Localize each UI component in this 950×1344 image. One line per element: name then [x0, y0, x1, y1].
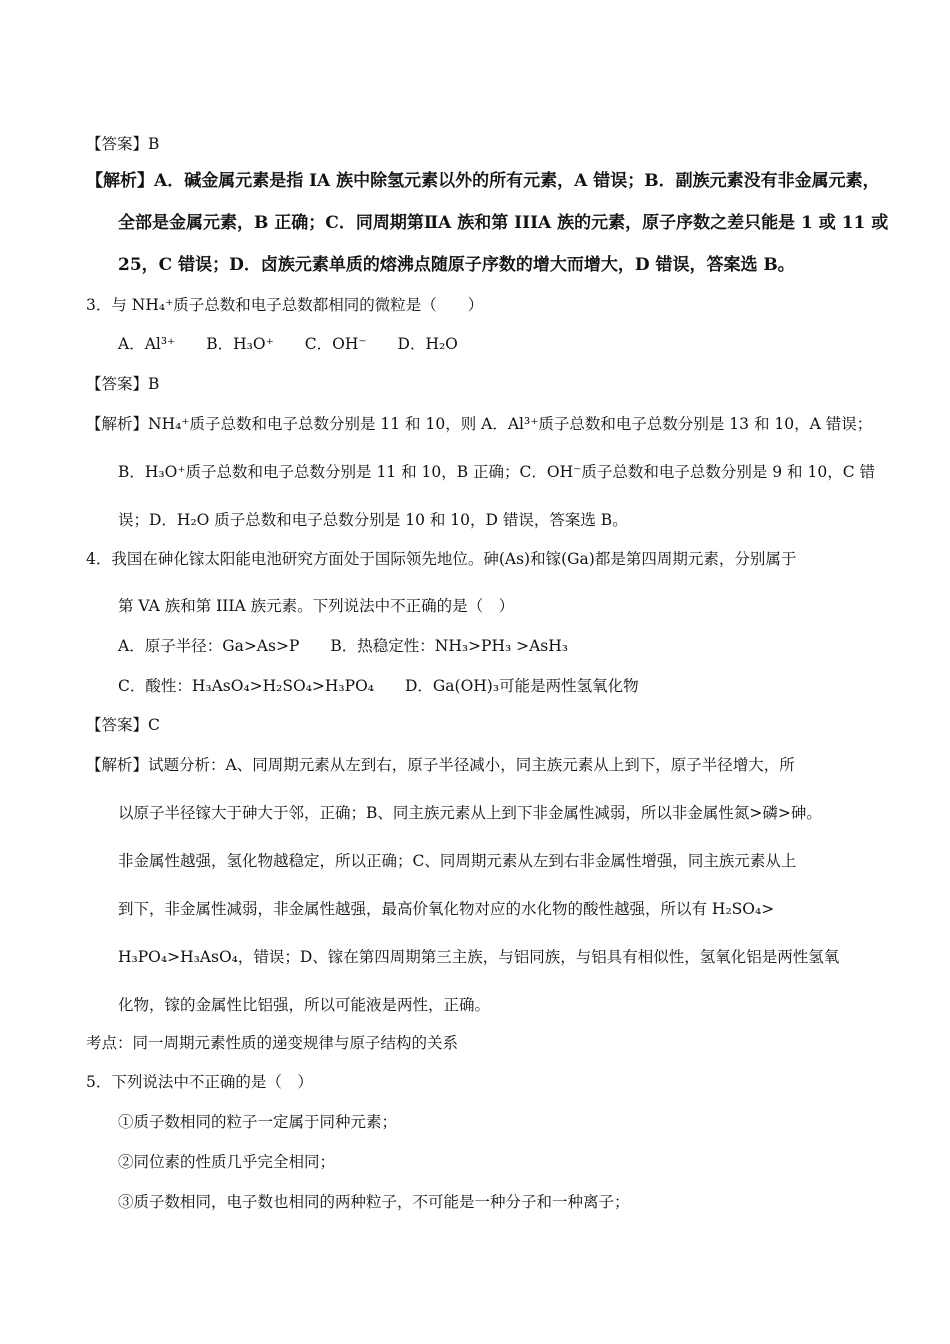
q4-answer: 【答案】C: [86, 716, 160, 734]
q5-stem: 5．下列说法中不正确的是（ ）: [86, 1073, 313, 1091]
q3-analysis-line-3: 误；D．H₂O 质子总数和电子总数分别是 10 和 10，D 错误，答案选 B。: [118, 511, 628, 529]
q3-answer: 【答案】B: [86, 375, 160, 393]
q4-analysis-line-6: 化物，镓的金属性比铝强，所以可能液是两性，正确。: [118, 996, 491, 1014]
q3-analysis-line-1: 【解析】NH₄⁺质子总数和电子总数分别是 11 和 10，则 A．Al³⁺质子总数和电子总数分别是 13 和 10，A 错误；: [86, 415, 873, 433]
q2-analysis-line-2: 全部是金属元素，B 正确；C．同周期第ⅡA 族和第 IIIA 族的元素，原子序数之差只能是 1 或 11 或: [118, 213, 889, 233]
q5-item-3: ③质子数相同，电子数也相同的两种粒子，不可能是一种分子和一种离子；: [118, 1193, 630, 1211]
q4-analysis-line-1: 【解析】试题分析：A、同周期元素从左到右，原子半径减小，同主族元素从上到下，原子半径增大，所: [86, 756, 795, 774]
q4-analysis-line-2: 以原子半径镓大于砷大于邻，正确；B、同主族元素从上到下非金属性减弱，所以非金属性氮>磷>砷。: [118, 804, 822, 822]
q4-analysis-line-4: 到下，非金属性减弱，非金属性越强，最高价氧化物对应的水化物的酸性越强，所以有 H₂SO₄>: [118, 900, 775, 918]
q4-analysis-line-3: 非金属性越强，氢化物越稳定，所以正确；C、同周期元素从左到右非金属性增强，同主族元素从上: [118, 852, 797, 870]
q5-item-1: ①质子数相同的粒子一定属于同种元素；: [118, 1113, 398, 1131]
q4-stem-line-2: 第 VA 族和第 IIIA 族元素。下列说法中不正确的是（ ）: [118, 597, 515, 615]
q2-analysis-line-1: 【解析】A．碱金属元素是指 IA 族中除氢元素以外的所有元素，A 错误；B．副族元素没有非金属元素，: [86, 171, 880, 191]
q4-options-line-2: C．酸性：H₃AsO₄>H₂SO₄>H₃PO₄ D．Ga(OH)₃可能是两性氢氧化物: [118, 677, 639, 695]
q4-kaodian: 考点：同一周期元素性质的递变规律与原子结构的关系: [86, 1034, 459, 1052]
q5-item-2: ②同位素的性质几乎完全相同；: [118, 1153, 336, 1171]
q2-analysis-line-3: 25，C 错误；D．卤族元素单质的熔沸点随原子序数的增大而增大，D 错误，答案选 B。: [118, 255, 795, 275]
q2-answer: 【答案】B: [86, 135, 160, 153]
q3-stem: 3．与 NH₄⁺质子总数和电子总数都相同的微粒是（ ）: [86, 296, 484, 314]
q4-stem-line-1: 4．我国在砷化镓太阳能电池研究方面处于国际领先地位。砷(As)和镓(Ga)都是第四周期元素，分别属于: [86, 550, 797, 568]
q3-options: A．Al³⁺ B．H₃O⁺ C．OH⁻ D．H₂O: [118, 335, 458, 353]
q3-analysis-line-2: B．H₃O⁺质子总数和电子总数分别是 11 和 10，B 正确；C．OH⁻质子总数和电子总数分别是 9 和 10，C 错: [118, 463, 875, 481]
q4-options-line-1: A．原子半径：Ga>As>P B．热稳定性：NH₃>PH₃ >AsH₃: [118, 637, 568, 655]
q4-analysis-line-5: H₃PO₄>H₃AsO₄，错误；D、镓在第四周期第三主族，与铝同族，与铝具有相似性，氢氧化铝是两性氢氧: [118, 948, 840, 966]
